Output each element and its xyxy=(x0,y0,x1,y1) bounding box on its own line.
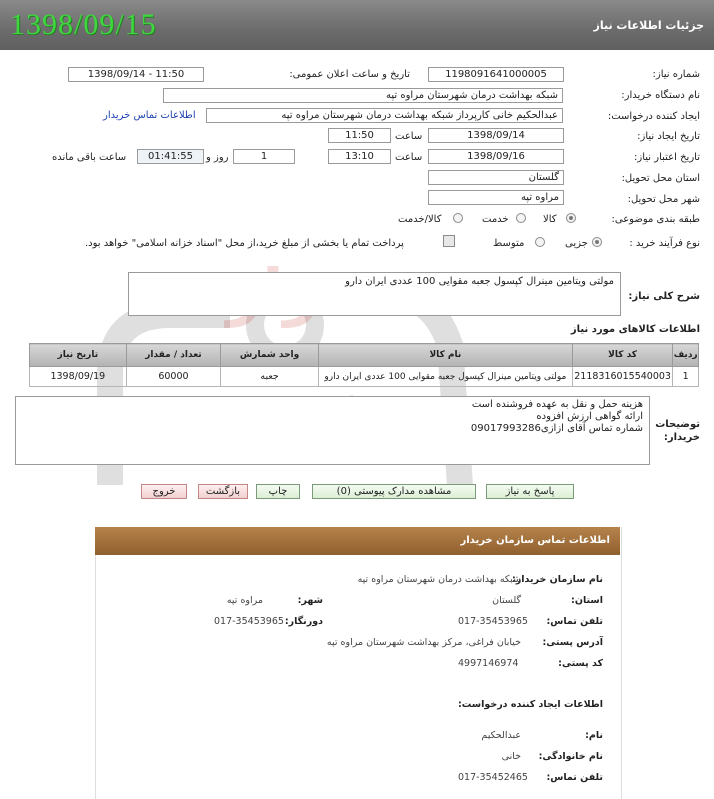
remaining-label: ساعت باقی مانده xyxy=(52,152,127,163)
remaining-time-field: 01:41:55 xyxy=(137,149,204,164)
payment-note: پرداخت تمام یا بخشی از مبلغ خرید،از محل "اسناد خزانه اسلامی" خواهد بود. xyxy=(85,238,404,249)
col-quantity: تعداد / مقدار xyxy=(126,344,221,367)
cell-item-name: مولتی ویتامین مینرال کپسول جعبه مقوایی 100 عددی ایران دارو xyxy=(318,367,572,387)
creator-info-title: اطلاعات ایجاد کننده درخواست: xyxy=(457,699,603,710)
created-time-label: ساعت xyxy=(395,131,423,142)
buyer-note-line: شماره تماس آقای ازازی09017993286 xyxy=(470,423,643,434)
contact-phone-value: 017-35453965 xyxy=(458,616,528,627)
contact-postal-value: 4997146974 xyxy=(458,658,519,669)
process-label: نوع فرآیند خرید : xyxy=(629,238,700,249)
items-section-title: اطلاعات کالاهای مورد نیاز xyxy=(570,324,700,335)
cell-item-code: 2118316015540003 xyxy=(572,367,672,387)
creator-last-name-value: خانی xyxy=(501,751,521,762)
contact-fax-label: دورنگار: xyxy=(284,616,323,627)
days-label: روز و xyxy=(206,152,229,163)
buyer-notes-label-2: خریدار: xyxy=(663,432,700,443)
exit-button[interactable]: خروج xyxy=(141,484,187,499)
col-item-name: نام کالا xyxy=(318,344,572,367)
contact-city-value: مراوه تپه xyxy=(226,595,263,606)
validity-date-field: 1398/09/16 xyxy=(428,149,564,164)
contact-org-value: شبکه بهداشت درمان شهرستان مراوه تپه xyxy=(357,574,521,585)
buyer-contact-title: اطلاعات تماس سازمان خریدار xyxy=(460,535,610,546)
cell-quantity: 60000 xyxy=(126,367,221,387)
buyer-note-line: هزینه حمل و نقل به عهده فروشنده است xyxy=(471,399,643,410)
creator-field: عبدالحکیم خانی کارپرداز شبکه بهداشت درمان شهرستان مراوه تپه xyxy=(206,108,563,123)
category-goods-radio[interactable] xyxy=(566,213,576,223)
category-goods-label: کالا xyxy=(543,214,557,225)
process-minor-radio[interactable] xyxy=(592,237,602,247)
back-button[interactable]: بازگشت xyxy=(198,484,248,499)
cell-unit: جعبه xyxy=(221,367,319,387)
contact-city-label: شهر: xyxy=(297,595,323,606)
items-table xyxy=(29,343,699,387)
col-row-number: ردیف xyxy=(673,344,699,367)
col-unit: واحد شمارش xyxy=(221,344,319,367)
treasury-checkbox[interactable] xyxy=(443,235,455,247)
city-field: مراوه تپه xyxy=(428,190,564,205)
contact-province-label: استان: xyxy=(571,595,603,606)
creator-first-name-label: نام: xyxy=(585,730,603,741)
contact-org-label: نام سازمان خریدار: xyxy=(512,574,603,585)
cell-row-number: 1 xyxy=(673,367,699,387)
created-time-field: 11:50 xyxy=(328,128,391,143)
creator-phone-value: 017-35452465 xyxy=(458,772,528,783)
province-label: استان محل تحویل: xyxy=(621,173,700,184)
need-number-field: 1198091641000005 xyxy=(428,67,564,82)
col-item-code: کد کالا xyxy=(572,344,672,367)
city-label: شهر محل تحویل: xyxy=(627,194,700,205)
created-date-field: 1398/09/14 xyxy=(428,128,564,143)
announce-field: 1398/09/14 - 11:50 xyxy=(68,67,204,82)
process-medium-radio[interactable] xyxy=(535,237,545,247)
buyer-notes-label-1: توضیحات xyxy=(655,419,700,430)
buyer-notes-text xyxy=(471,399,643,435)
contact-phone-label: تلفن تماس: xyxy=(546,616,603,627)
panel-title: جزئیات اطلاعات نیاز xyxy=(593,19,704,32)
respond-button[interactable]: پاسخ به نیاز xyxy=(486,484,574,499)
creator-first-name-value: عبدالحکیم xyxy=(481,730,521,741)
items-header-row xyxy=(30,344,699,367)
contact-postal-label: کد پستی: xyxy=(558,658,603,669)
announce-label: تاریخ و ساعت اعلان عمومی: xyxy=(289,69,410,80)
category-both-label: کالا/خدمت xyxy=(398,214,442,225)
contact-address-label: آدرس پستی: xyxy=(542,637,603,648)
need-description-text: مولتی ویتامین مینرال کپسول جعبه مقوایی 100 عددی ایران دارو xyxy=(345,276,614,287)
buyer-org-label: نام دستگاه خریدار: xyxy=(621,90,700,101)
cell-need-date: 1398/09/19 xyxy=(30,367,127,387)
validity-time-field: 13:10 xyxy=(328,149,391,164)
province-field: گلستان xyxy=(428,170,564,185)
buyer-contact-link[interactable]: اطلاعات تماس خریدار xyxy=(103,110,196,121)
creator-last-name-label: نام خانوادگی: xyxy=(538,751,603,762)
contact-province-value: گلستان xyxy=(492,595,521,606)
print-button[interactable]: چاپ xyxy=(256,484,300,499)
buyer-notes-area xyxy=(15,396,650,465)
attachments-button[interactable]: مشاهده مدارک پیوستی (0) xyxy=(312,484,476,499)
need-description-label: شرح کلی نیاز: xyxy=(628,291,700,302)
buyer-note-line: ارائه گواهی ارزش افزوده xyxy=(536,411,643,422)
category-service-radio[interactable] xyxy=(516,213,526,223)
process-minor-label: جزیی xyxy=(565,238,588,249)
table-row xyxy=(30,367,699,387)
creator-label: ایجاد کننده درخواست: xyxy=(607,111,700,122)
created-date-label: تاریخ ایجاد نیاز: xyxy=(637,131,700,142)
contact-fax-value: 017-35453965 xyxy=(214,616,284,627)
contact-address-value: خیابان فراغی، مرکز بهداشت شهرستان مراوه تپه xyxy=(326,637,521,648)
need-description-area xyxy=(128,272,621,316)
category-service-label: خدمت xyxy=(482,214,509,225)
validity-time-label: ساعت xyxy=(395,152,423,163)
col-need-date: تاریخ نیاز xyxy=(30,344,127,367)
category-label: طبقه بندی موضوعی: xyxy=(611,214,700,225)
creator-phone-label: تلفن تماس: xyxy=(546,772,603,783)
days-field: 1 xyxy=(233,149,295,164)
need-number-label: شماره نیاز: xyxy=(652,69,700,80)
buyer-org-field: شبکه بهداشت درمان شهرستان مراوه تپه xyxy=(163,88,563,103)
process-medium-label: متوسط xyxy=(493,238,525,249)
validity-date-label: تاریخ اعتبار نیاز: xyxy=(634,152,700,163)
announcement-date: 1398/09/15 xyxy=(10,8,157,41)
category-both-radio[interactable] xyxy=(453,213,463,223)
